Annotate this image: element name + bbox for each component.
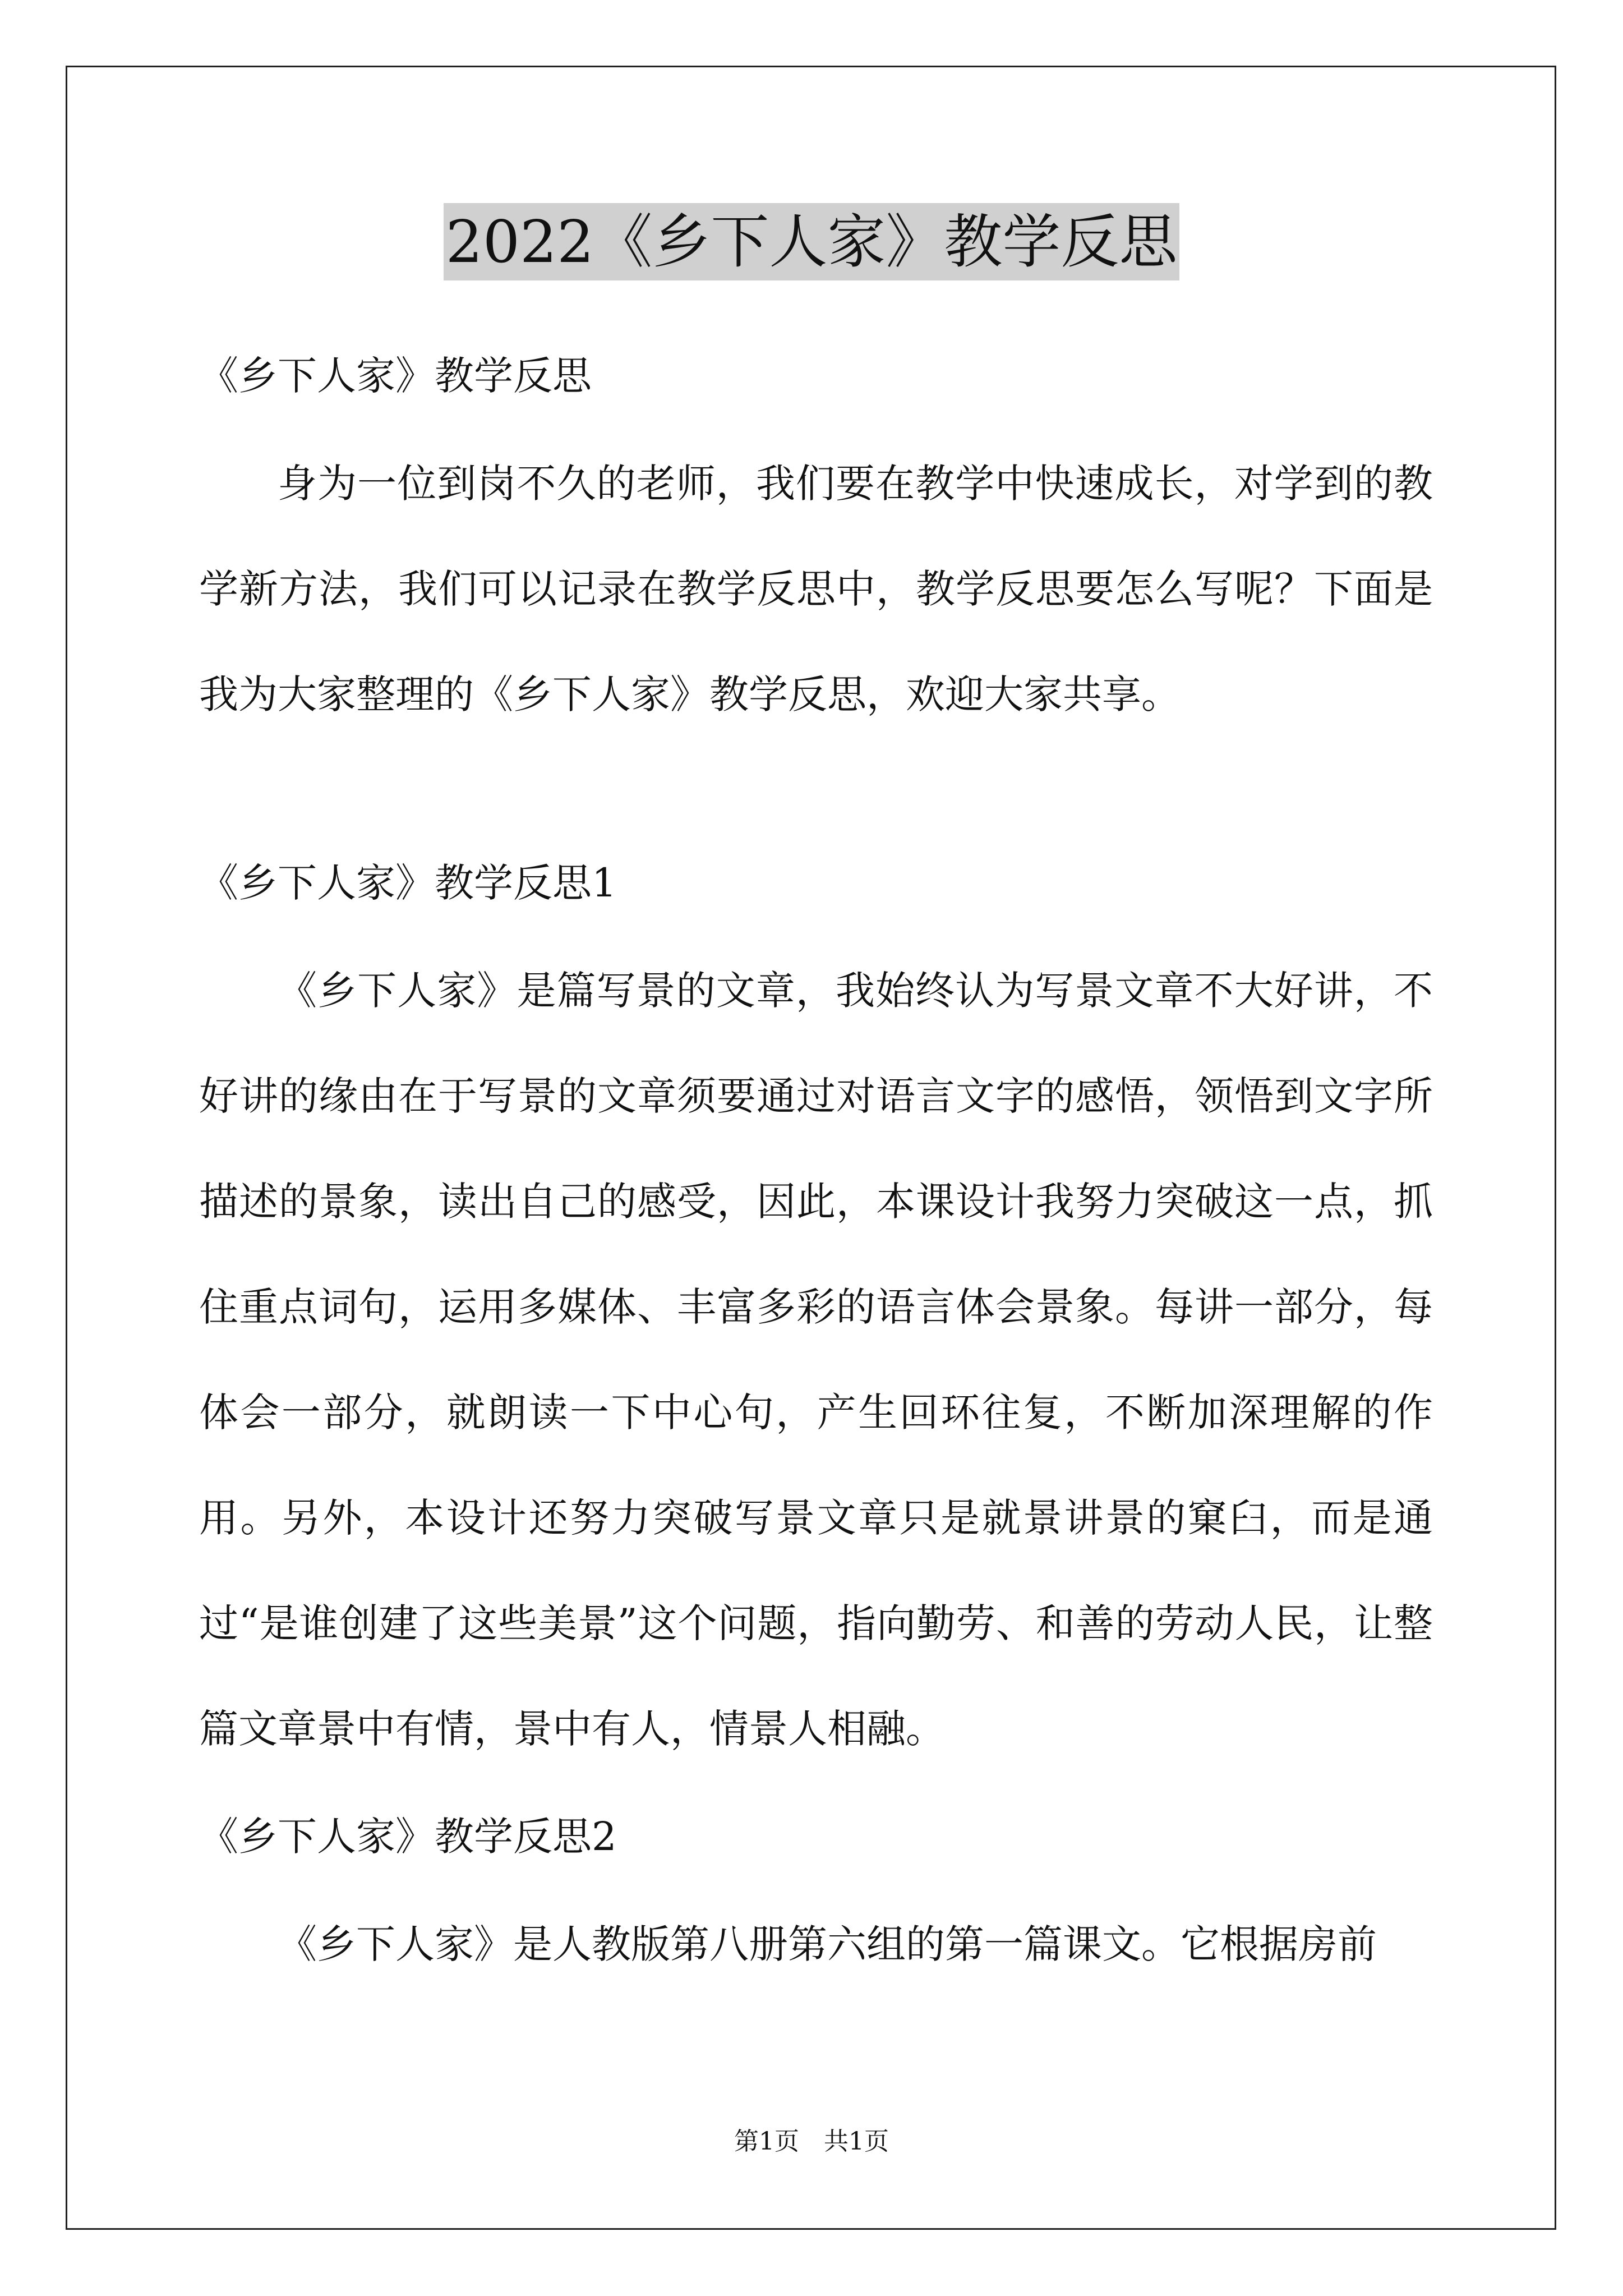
spacer xyxy=(199,415,1433,431)
title-container xyxy=(0,203,1623,280)
spacer xyxy=(199,1876,1433,1892)
page-number-total: 共1页 xyxy=(824,2127,889,2156)
section-2-paragraph: 《乡下人家》是人教版第八册第六组的第一篇课文。它根据房前 xyxy=(278,1921,1377,1967)
spacer xyxy=(199,922,1433,938)
section-1-heading: 《乡下人家》教学反思1 xyxy=(199,860,617,906)
page-number-current: 第1页 xyxy=(734,2127,799,2156)
section-1-paragraph: 《乡下人家》是篇写景的文章，我始终认为写景文章不大好讲，不好讲的缘由在于写景的文章须要通过对语言文字的感悟，领悟到文字所描述的景象，读出自己的感受，因此，本课设计我努力突破这一点，抓住重点词句，运用多媒体、丰富多彩的语言体会景象。每讲一部分，每体会一部分，就朗读一下中心句，产生回环往复，不断加深理解的作用。另外，本设计还努力突破写景文章只是就景讲景的窠臼，而是通过“是谁创建了这些美景”这个问题，指向勤劳、和善的劳动人民，让整篇文章景中有情，景中有人，情景人相融。 xyxy=(199,968,1433,1752)
intro-paragraph: 身为一位到岗不久的老师，我们要在教学中快速成长，对学到的教学新方法，我们可以记录在教学反思中，教学反思要怎么写呢？下面是我为大家整理的《乡下人家》教学反思，欢迎大家共享。 xyxy=(199,461,1433,717)
document-title: 2022《乡下人家》教学反思 xyxy=(444,203,1180,280)
document-body xyxy=(199,337,1433,1997)
spacer xyxy=(199,747,1433,844)
section-2-heading: 《乡下人家》教学反思2 xyxy=(199,1814,617,1860)
intro-heading: 《乡下人家》教学反思 xyxy=(199,353,592,399)
spacer xyxy=(199,1782,1433,1797)
page-footer xyxy=(0,2125,1623,2159)
